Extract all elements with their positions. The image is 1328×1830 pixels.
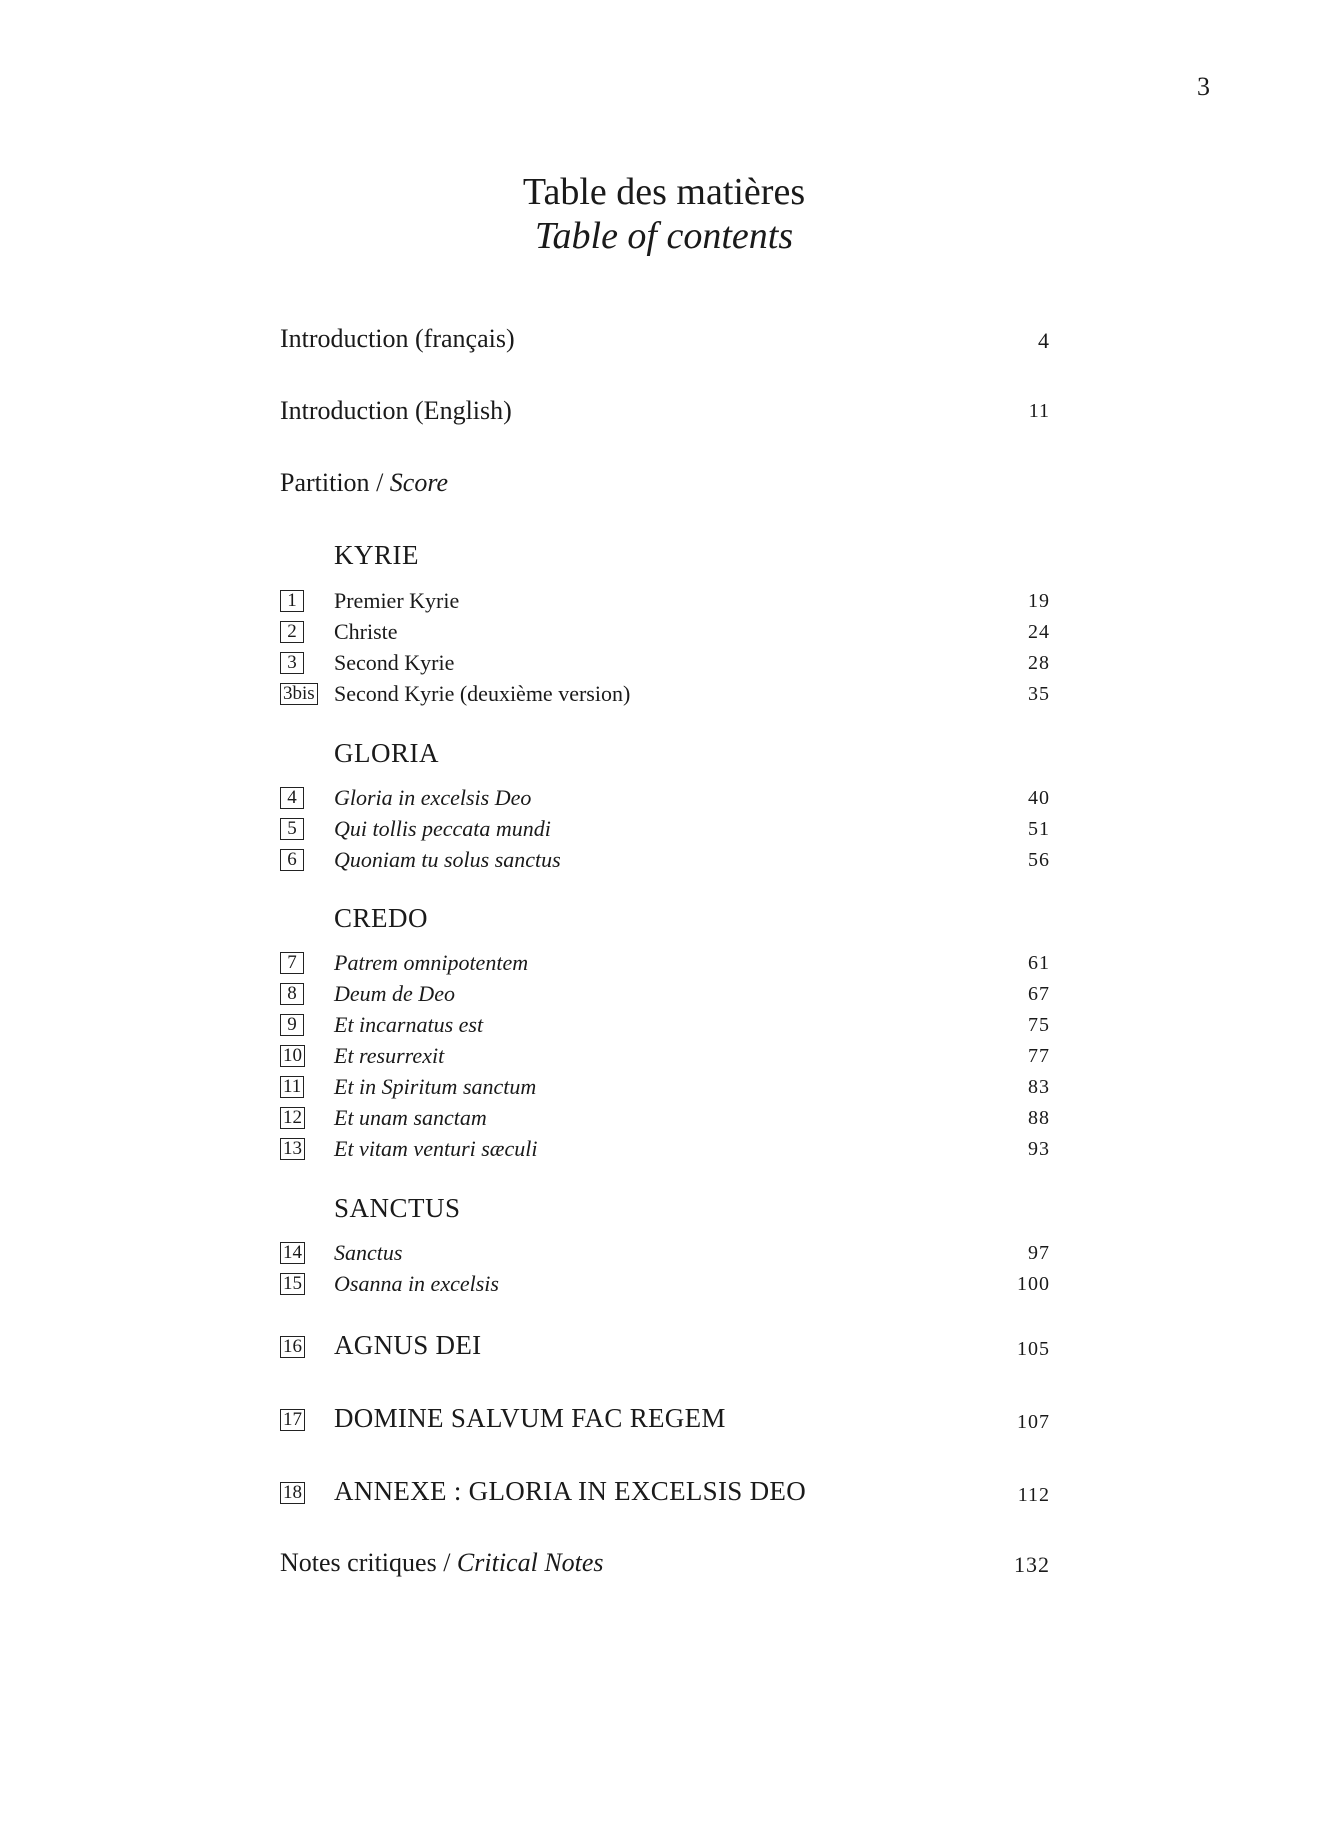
toc-label: Introduction (français)	[280, 324, 515, 353]
toc-entry[interactable]	[280, 1105, 1050, 1135]
title-block	[0, 170, 1328, 258]
entry-page: 56	[1028, 849, 1050, 871]
toc-entry[interactable]	[280, 1271, 1050, 1301]
entry-number: 10	[280, 1045, 305, 1067]
entry-page: 112	[1017, 1484, 1050, 1506]
entry-number: 13	[280, 1138, 305, 1160]
entry-number: 9	[280, 1014, 304, 1036]
partition-en: Score	[389, 468, 449, 497]
entry-number: 12	[280, 1107, 305, 1129]
entry-title: Et unam sanctam	[334, 1105, 487, 1130]
section-heading-gloria: GLORIA	[334, 738, 439, 768]
entry-page: 61	[1028, 952, 1050, 974]
entry-page: 51	[1028, 818, 1050, 840]
toc-row-intro-fr[interactable]	[280, 324, 1050, 360]
entry-number: 17	[280, 1409, 305, 1431]
toc-entry[interactable]	[280, 1136, 1050, 1166]
toc-label	[280, 1548, 604, 1578]
entry-title: Christe	[334, 619, 398, 644]
toc-label: Introduction (English)	[280, 396, 512, 425]
toc-entry[interactable]	[280, 981, 1050, 1011]
toc-row-notes[interactable]	[280, 1548, 1050, 1584]
toc-entry-annexe[interactable]	[280, 1476, 1050, 1512]
entry-title: Deum de Deo	[334, 981, 455, 1006]
entry-title: ANNEXE : GLORIA IN EXCELSIS DEO	[334, 1476, 807, 1506]
entry-page: 35	[1028, 683, 1050, 705]
entry-number: 15	[280, 1273, 305, 1295]
entry-number: 3bis	[280, 683, 318, 705]
toc-entry[interactable]	[280, 1043, 1050, 1073]
entry-title: Qui tollis peccata mundi	[334, 816, 551, 841]
entry-title: Et incarnatus est	[334, 1012, 484, 1037]
entry-title: Osanna in excelsis	[334, 1271, 499, 1296]
entry-number: 1	[280, 590, 304, 612]
section-heading-sanctus: SANCTUS	[334, 1193, 461, 1223]
page-subtitle: Table of contents	[534, 215, 794, 257]
page-title: Table des matières	[522, 171, 806, 213]
toc-entry[interactable]	[280, 1240, 1050, 1270]
section-heading-kyrie: KYRIE	[334, 540, 419, 570]
entry-title: AGNUS DEI	[334, 1330, 482, 1360]
toc-row-partition[interactable]	[280, 468, 1050, 504]
entry-title: Et vitam venturi sæculi	[334, 1136, 538, 1161]
toc-entry-domine-salvum[interactable]	[280, 1403, 1050, 1439]
entry-title: Et in Spiritum sanctum	[334, 1074, 537, 1099]
toc-page: 11	[1028, 400, 1050, 422]
entry-title: Premier Kyrie	[334, 588, 460, 613]
entry-page: 40	[1028, 787, 1050, 809]
entry-number: 11	[280, 1076, 304, 1098]
toc-entry[interactable]	[280, 816, 1050, 846]
entry-title: Sanctus	[334, 1240, 403, 1265]
entry-number: 8	[280, 983, 304, 1005]
entry-title: Et resurrexit	[334, 1043, 445, 1068]
toc-entry[interactable]	[280, 619, 1050, 649]
entry-title: Second Kyrie (deuxième version)	[334, 681, 631, 706]
entry-page: 28	[1028, 652, 1050, 674]
entry-page: 19	[1028, 590, 1050, 612]
entry-page: 75	[1028, 1014, 1050, 1036]
page-number: 3	[1197, 72, 1210, 101]
entry-page: 67	[1028, 983, 1050, 1005]
entry-number: 5	[280, 818, 304, 840]
entry-page: 105	[1017, 1338, 1050, 1360]
entry-page: 93	[1028, 1138, 1050, 1160]
toc-entry-agnus-dei[interactable]	[280, 1330, 1050, 1366]
entry-number: 16	[280, 1336, 305, 1358]
entry-number: 14	[280, 1242, 305, 1264]
toc-entry[interactable]	[280, 785, 1050, 815]
notes-sep: /	[436, 1548, 457, 1577]
entry-title: Gloria in excelsis Deo	[334, 785, 532, 810]
toc-entry[interactable]	[280, 1012, 1050, 1042]
notes-en: Critical Notes	[456, 1548, 604, 1577]
entry-title: Patrem omnipotentem	[334, 950, 529, 975]
toc-label	[280, 468, 448, 498]
entry-number: 7	[280, 952, 304, 974]
entry-title: DOMINE SALVUM FAC REGEM	[334, 1403, 726, 1433]
entry-number: 18	[280, 1482, 305, 1504]
entry-page: 97	[1028, 1242, 1050, 1264]
partition-fr: Partition	[280, 468, 370, 497]
notes-fr: Notes critiques	[280, 1548, 437, 1577]
entry-page: 77	[1028, 1045, 1050, 1067]
toc-page: 132	[1014, 1552, 1050, 1577]
entry-title: Quoniam tu solus sanctus	[334, 847, 561, 872]
entry-page: 107	[1017, 1411, 1050, 1433]
toc-entry[interactable]	[280, 588, 1050, 618]
entry-number: 6	[280, 849, 304, 871]
toc-entry[interactable]	[280, 950, 1050, 980]
partition-sep: /	[369, 468, 390, 497]
toc-entry[interactable]	[280, 650, 1050, 680]
entry-number: 4	[280, 787, 304, 809]
entry-page: 88	[1028, 1107, 1050, 1129]
toc-row-intro-en[interactable]	[280, 396, 1050, 432]
entry-title: Second Kyrie	[334, 650, 455, 675]
entry-page: 100	[1017, 1273, 1050, 1295]
entry-number: 3	[280, 652, 304, 674]
entry-number: 2	[280, 621, 304, 643]
entry-page: 24	[1028, 621, 1050, 643]
toc-page: 4	[1038, 328, 1050, 353]
toc-entry[interactable]	[280, 1074, 1050, 1104]
toc-entry[interactable]	[280, 847, 1050, 877]
entry-page: 83	[1028, 1076, 1050, 1098]
section-heading-credo: CREDO	[334, 903, 429, 933]
toc-entry[interactable]	[280, 681, 1050, 711]
